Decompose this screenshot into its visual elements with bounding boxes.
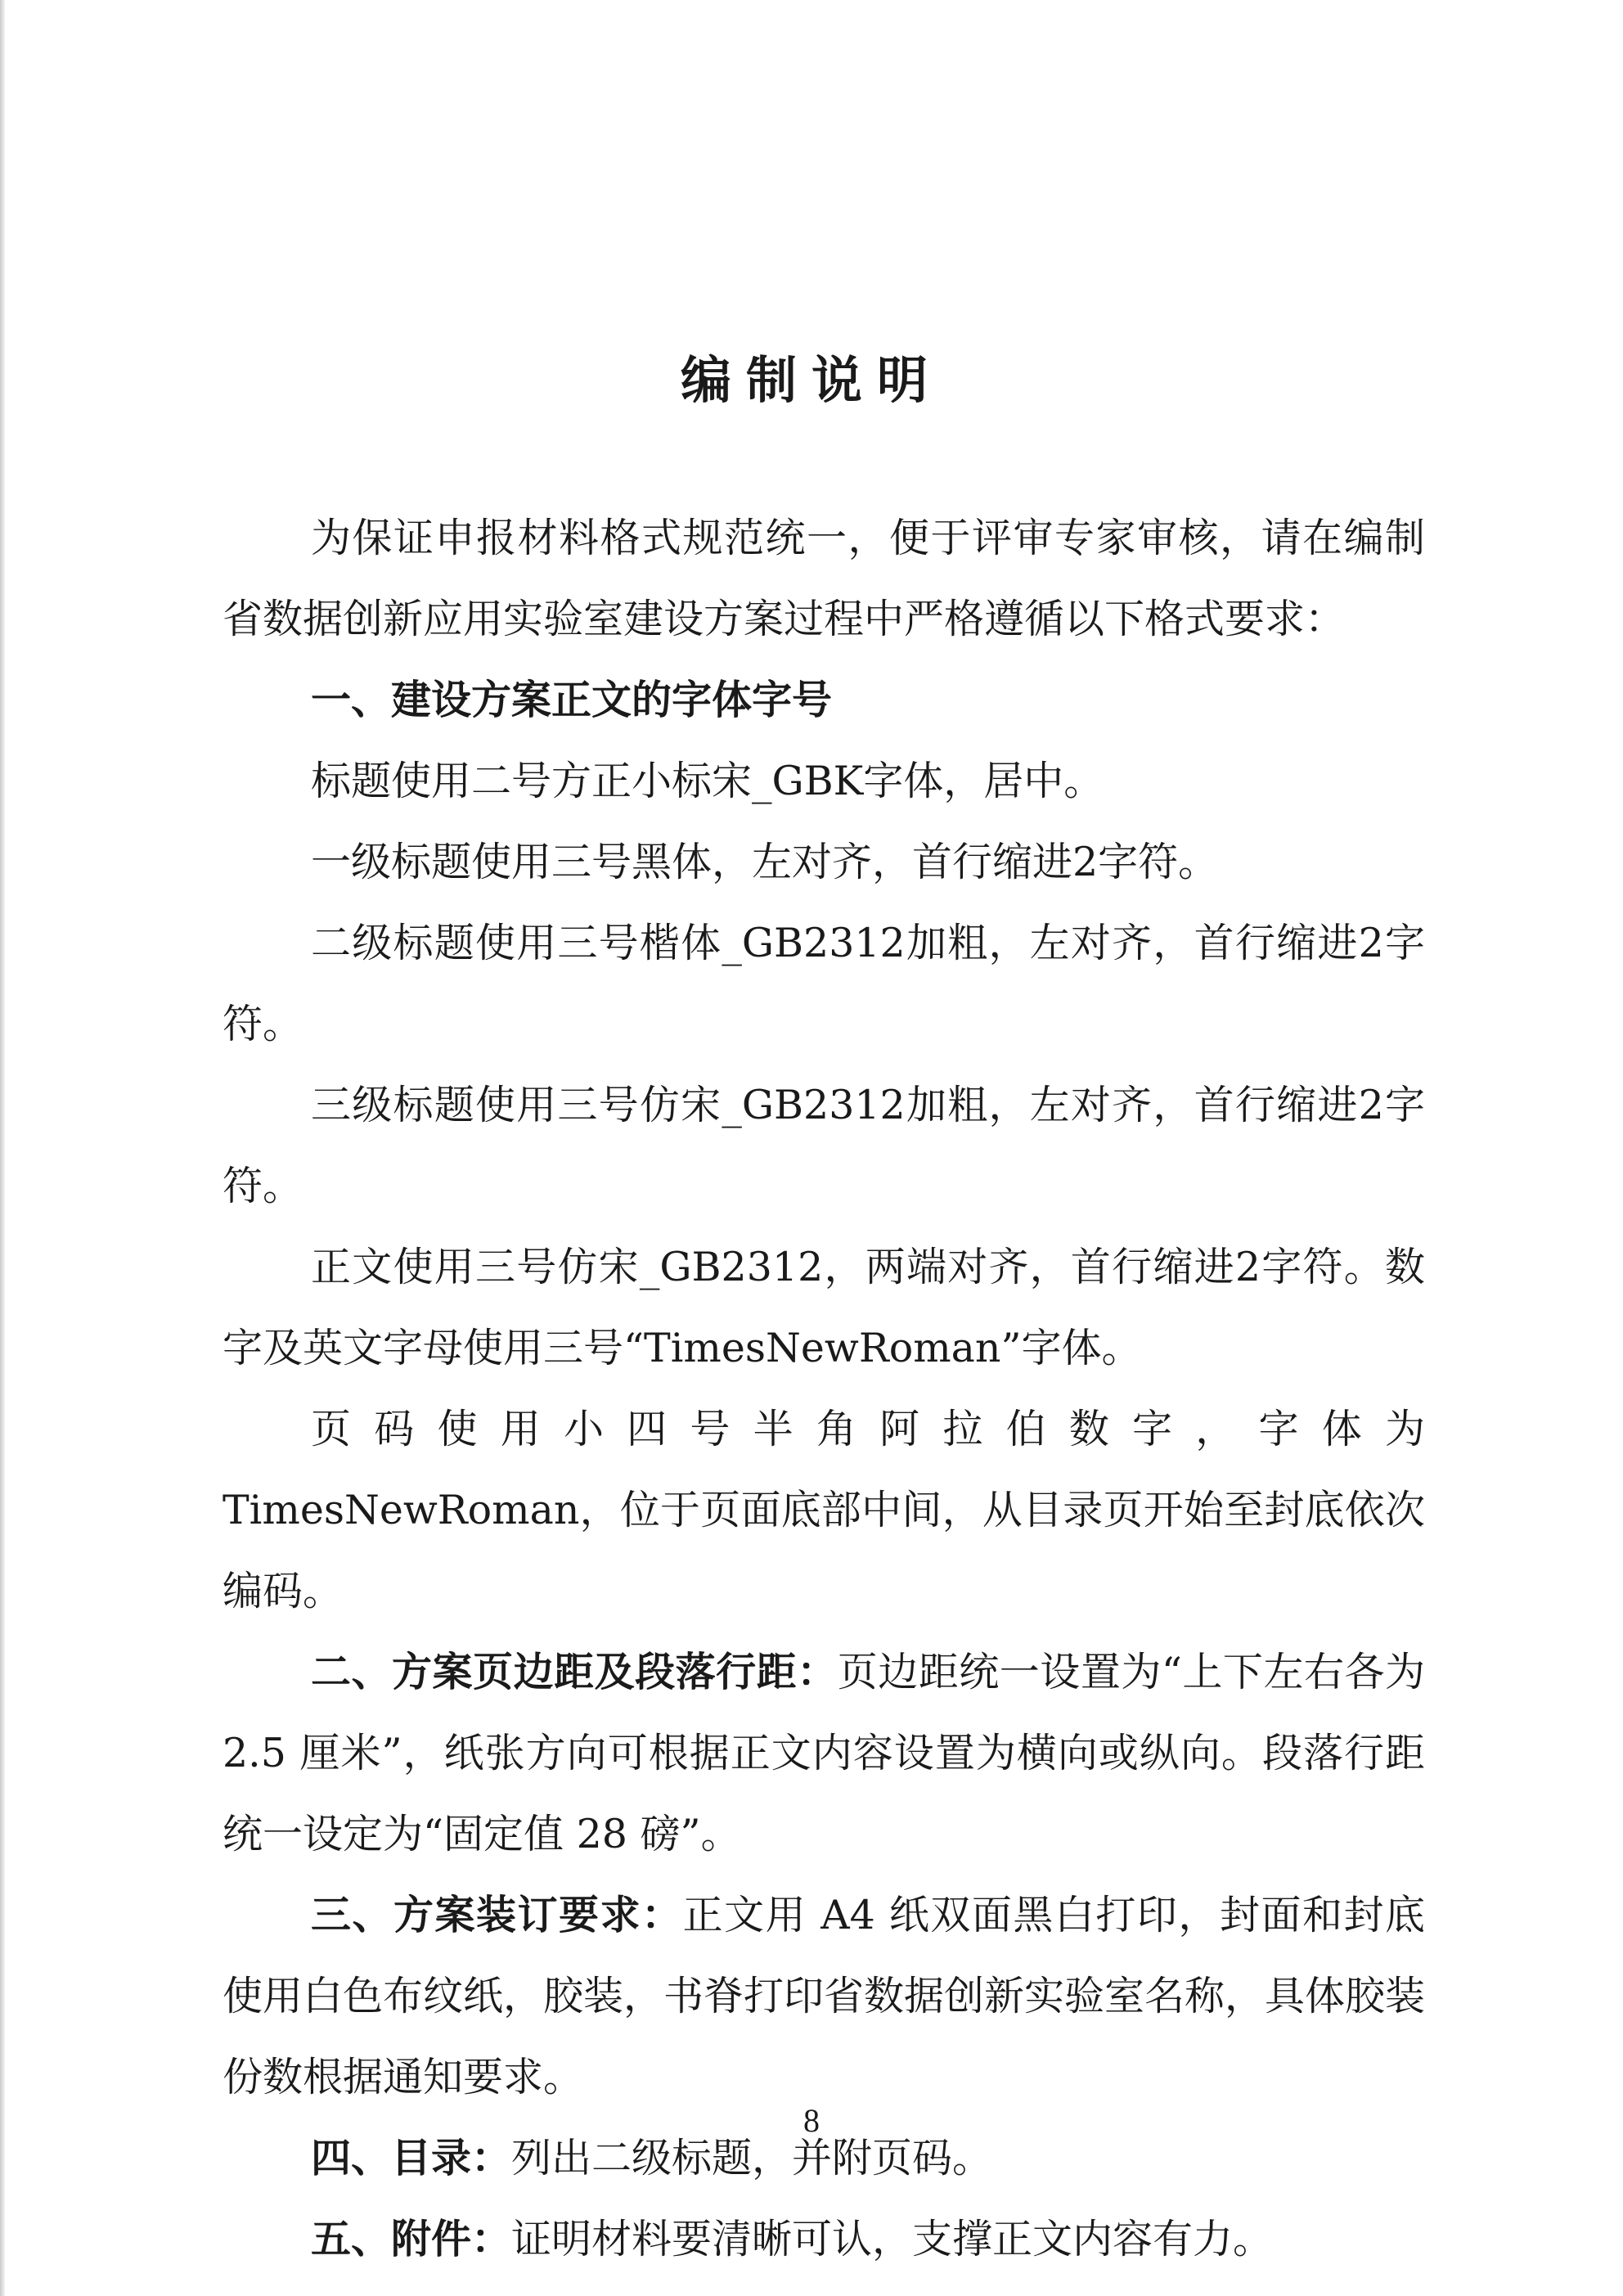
section1-line-body: 正文使用三号仿宋_GB2312，两端对齐，首行缩进2字符。数字及英文字母使用三号“TimesNewRoman”字体。 [223,1244,1425,1371]
section1-line-level2: 二级标题使用三号楷体_GB2312加粗，左对齐，首行缩进2字符。 [223,920,1425,1047]
page-number: 8 [803,2102,820,2139]
page-title: 编制说明 [680,350,942,410]
section5-text: 证明材料要清晰可认，支撑正文内容有力。 [511,2216,1274,2262]
section5-paragraph [223,2199,1425,2280]
section4-text: 列出二级标题，并附页码。 [511,2135,993,2181]
section1-line-level3: 三级标题使用三号仿宋_GB2312加粗，左对齐，首行缩进2字符。 [223,1082,1425,1209]
section2-paragraph [223,1632,1425,1875]
section1-line-title: 标题使用二号方正小标宋_GBK字体，居中。 [311,758,1104,804]
section3-text: 正文用 A4 纸双面黑白打印，封面和封底使用白色布纹纸，胶装，书脊打印省数据创新实验室名称，具体胶装份数根据通知要求。 [223,1892,1426,2100]
section1-heading: 一、建设方案正文的字体字号 [311,677,833,723]
section1-line-level1: 一级标题使用三号黑体，左对齐，首行缩进2字符。 [311,839,1219,885]
section4-heading: 四、目录： [311,2135,512,2181]
section2-heading: 二、方案页边距及段落行距： [311,1649,838,1695]
intro-paragraph: 为保证申报材料格式规范统一，便于评审专家审核，请在编制省数据创新应用实验室建设方案过程中严格遵循以下格式要求： [223,515,1425,642]
section3-heading: 三、方案装订要求： [311,1892,683,1938]
section1-line-page-number: 页码使用小四号半角阿拉伯数字，字体为TimesNewRoman，位于页面底部中间，从目录页开始至封底依次编码。 [223,1406,1425,1614]
section5-heading: 五、附件： [311,2216,512,2262]
document-body [223,497,1425,2280]
section3-paragraph [223,1875,1425,2118]
section2-text: 页边距统一设置为“上下左右各为 2.5 厘米”，纸张方向可根据正文内容设置为横向或纵向。段落行距统一设定为“固定值 28 磅”。 [223,1649,1425,1857]
